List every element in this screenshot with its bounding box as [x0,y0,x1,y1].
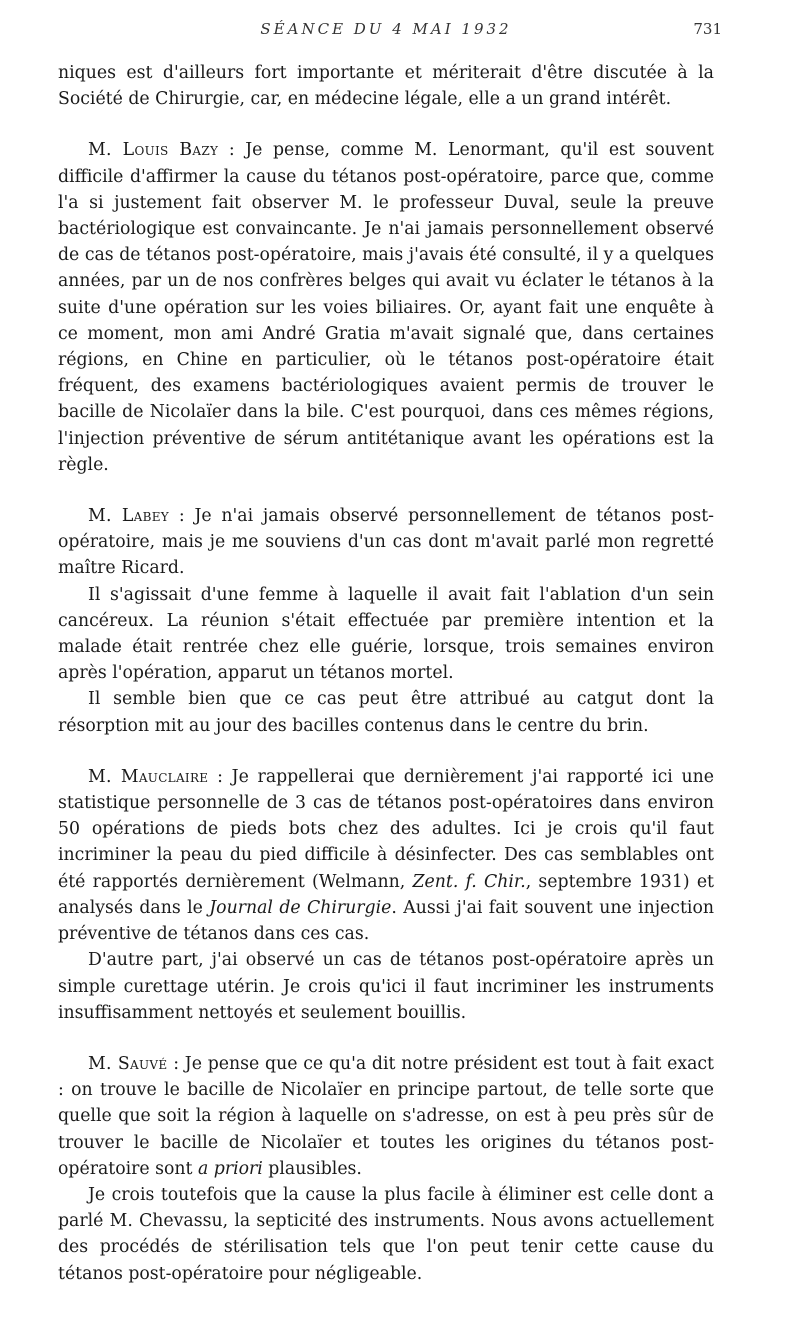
paragraph-labey-3: Il semble bien que ce cas peut être attribué au catgut dont la résorption mit au jour des bacilles contenus dans le centre du brin. [58,689,714,736]
paragraph-text: , septembre 1931) et analysés dans le [58,871,714,918]
paragraph-sauve [58,1051,714,1182]
speaker-name: M. Labey [88,506,170,527]
section-gap [58,1026,714,1051]
section-gap [58,112,714,137]
running-header [58,20,722,46]
page-number: 731 [693,20,722,38]
paragraph-sauve-2: Je crois toutefois que la cause la plus facile à éliminer est celle dont a parlé M. Chevassu, la septicité des instruments. Nous avons actuellement des procédés de stérilisation tels que l'on peut tenir cette cause du tétanos post-opératoire pour négligeable. [58,1184,714,1284]
paragraph-mauclaire [58,764,714,947]
body-text [58,60,714,1287]
section-gap [58,739,714,764]
running-title: SÉANCE DU 4 MAI 1932 [260,20,512,38]
paragraph-labey [58,503,714,582]
paragraph-text: : Je pense que ce qu'a dit notre président est tout à fait exact : on trouve le bacille de Nicolaïer en principe partout, de telle sorte que quelle que soit la région à laquelle on s'adresse, on est à peu près sûr de trouver le bacille de Nicolaïer et toutes les origines du tétanos post-opératoire sont [58,1053,715,1179]
speaker-name: M. Louis Bazy [88,140,219,161]
paragraph-text: : Je n'ai jamais observé personnellement de tétanos post-opératoire, mais je me souviens d'un cas dont m'avait parlé mon regretté maître Ricard. [58,506,714,579]
citation-italic: Zent. f. Chir. [412,871,526,892]
speaker-name: M. Mauclaire [88,766,209,787]
speaker-name: M. Sauvé [88,1053,168,1074]
section-gap [58,478,714,503]
paragraph-text: plausibles. [262,1158,362,1179]
paragraph-labey-2: Il s'agissait d'une femme à laquelle il avait fait l'ablation d'un sein cancéreux. La réunion s'était effectuée par première intention et la malade était rentrée chez elle guérie, lorsque, trois semaines environ après l'opération, apparut un tétanos mortel. [58,584,714,684]
paragraph-continuation: niques est d'ailleurs fort importante et mériterait d'être discutée à la Société de Chirurgie, car, en médecine légale, elle a un grand intérêt. [58,63,714,110]
paragraph-text: : Je pense, comme M. Lenormant, qu'il est souvent difficile d'affirmer la cause du tétanos post-opératoire, parce que, comme l'a si justement fait observer M. le professeur Duval, seule la preuve bactériologique est convaincante. Je n'ai jamais personnellement observé de cas de tétanos post-opératoire, mais j'avais été consulté, il y a quelques années, par un de nos confrères belges qui avait vu éclater le tétanos à la suite d'une opération sur les voies biliaires. Or, ayant fait une enquête à ce moment, mon ami André Gratia m'avait signalé que, dans certaines régions, en Chine en particulier, où le tétanos post-opératoire était fréquent, des examens bactériologiques avaient permis de trouver le bacille de Nicolaïer dans la bile. C'est pourquoi, dans ces mêmes régions, l'injection préventive de sérum antitétanique avant les opérations est la règle. [58,140,714,475]
paragraph-text: . Aussi j'ai fait souvent une injection préventive de tétanos dans ces cas. [58,897,714,945]
paragraph-bazy [58,137,714,478]
journal-title-italic: Journal de Chirurgie [209,897,392,918]
paragraph-text: : Je rappellerai que dernièrement j'ai rapporté ici une statistique personnelle de 3 cas de tétanos post-opératoires dans environ 50 opérations de pieds bots chez des adultes. Ici je crois qu'il faut incriminer la peau du pied difficile à désinfecter. Des cas semblables ont été rapportés dernièrement (Welmann, [58,766,714,892]
paragraph-mauclaire-2: D'autre part, j'ai observé un cas de tétanos post-opératoire après un simple curettage utérin. Je crois qu'ici il faut incriminer les instruments insuffisamment nettoyés et seulement bouillis. [58,950,714,1023]
latin-phrase-italic: a priori [197,1158,263,1179]
